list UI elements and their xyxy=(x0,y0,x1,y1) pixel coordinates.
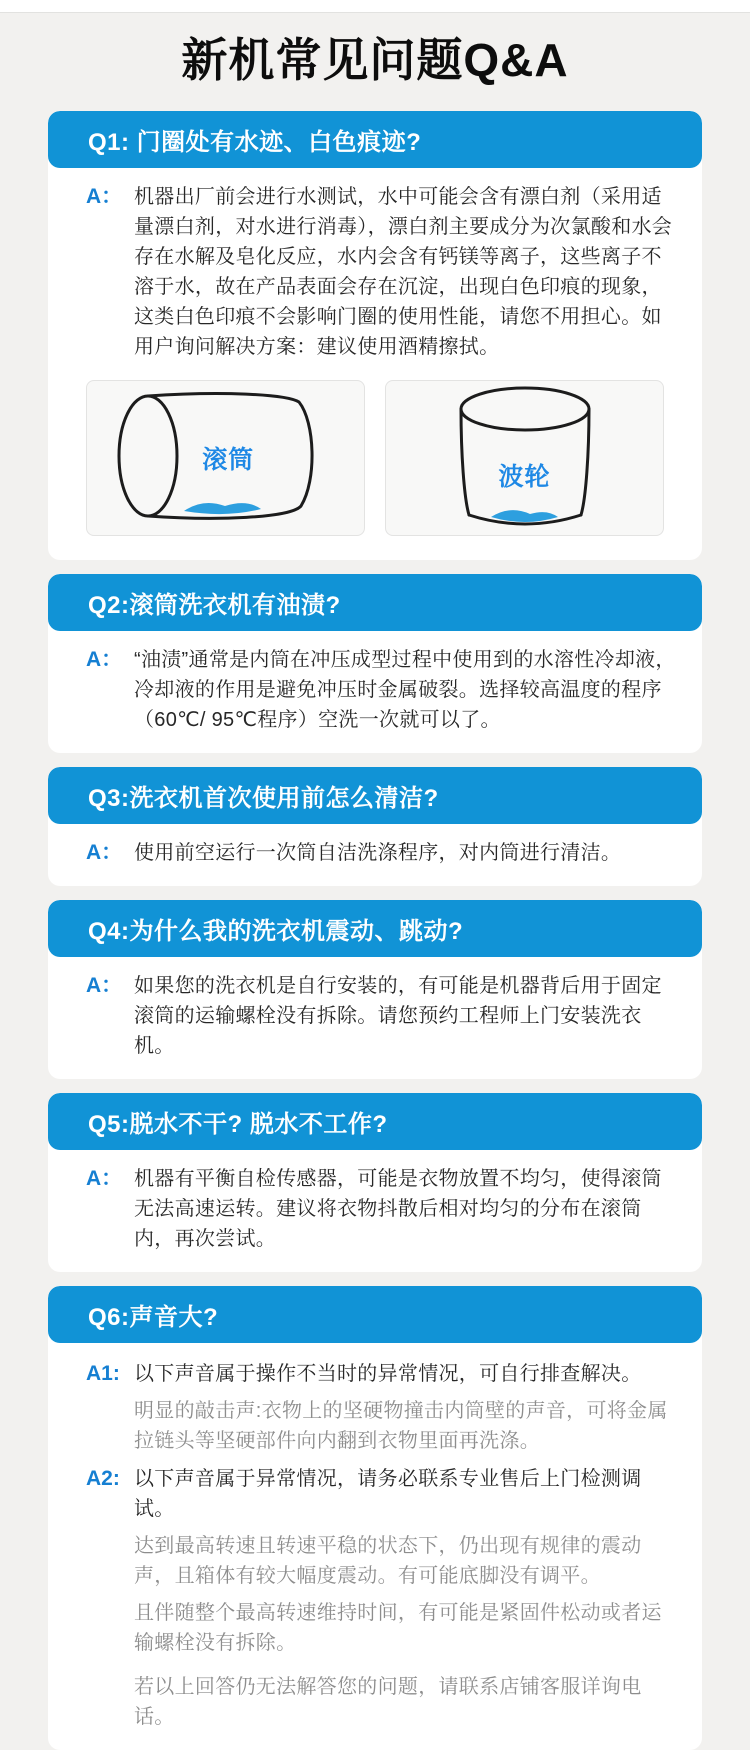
q2-answer-text: “油渍”通常是内筒在冲压成型过程中使用到的水溶性冷却液，冷却液的作用是避免冲压时金属破裂。选择较高温度的程序（60℃/ 95℃程序）空洗一次就可以了。 xyxy=(134,649,676,731)
q5-answer-label: A： xyxy=(86,1167,123,1190)
q6-answer2-note2: 且伴随整个最高转速维持时间，有可能是紧固件松动或者运输螺栓没有拆除。 xyxy=(134,1602,662,1654)
faq-section-q5 xyxy=(48,1093,702,1272)
page-top-strip xyxy=(0,0,750,13)
q1-answer-text: 机器出厂前会进行水测试，水中可能会含有漂白剂（采用适量漂白剂，对水进行消毒），漂白剂主要成分为次氯酸和水会存在水解及皂化反应，水内会含有钙镁等离子，这些离子不溶于水，故在产品表面会存在沉淀，出现白色印痕的现象，这类白色印痕不会影响门圈的使用性能，请您不用担心。如用户询问解决方案：建议使用酒精擦拭。 xyxy=(134,186,673,358)
q2-answer-row xyxy=(48,631,702,753)
q1-answer-row xyxy=(48,168,702,380)
q4-header-bar xyxy=(48,900,702,957)
q1-header-bar xyxy=(48,111,702,168)
q4-answer-text: 如果您的洗衣机是自行安装的，有可能是机器背后用于固定滚筒的运输螺栓没有拆除。请您预约工程师上门安装洗衣机。 xyxy=(134,975,662,1057)
q3-question-text: Q3:洗衣机首次使用前怎么清洁? xyxy=(88,785,439,812)
q1-illustration-row xyxy=(48,380,702,560)
q6-answer1-row xyxy=(86,1359,680,1389)
q6-answer2-label: A2: xyxy=(86,1467,120,1490)
q3-answer-text: 使用前空运行一次筒自洁洗涤程序，对内筒进行清洁。 xyxy=(134,842,622,864)
q5-answer-row xyxy=(48,1150,702,1272)
faq-section-q2 xyxy=(48,574,702,753)
page-title: 新机常见问题Q&A xyxy=(181,34,569,86)
q4-answer-label: A： xyxy=(86,974,123,997)
faq-section-q6 xyxy=(48,1286,702,1750)
q3-header-bar xyxy=(48,767,702,824)
q5-question-text: Q5:脱水不干? 脱水不工作? xyxy=(88,1111,388,1138)
faq-section-q3 xyxy=(48,767,702,886)
q5-header-bar xyxy=(48,1093,702,1150)
q2-question-text: Q2:滚筒洗衣机有油渍? xyxy=(88,592,341,619)
drum-illustration-card xyxy=(86,380,365,536)
pulsator-illustration-card xyxy=(385,380,664,536)
q6-answer2-text: 以下声音属于异常情况，请务必联系专业售后上门检测调试。 xyxy=(134,1468,642,1520)
q6-answer1-text: 以下声音属于操作不当时的异常情况，可自行排查解决。 xyxy=(134,1363,642,1385)
q1-answer-label: A： xyxy=(86,185,123,208)
q2-header-bar xyxy=(48,574,702,631)
q5-answer-text: 机器有平衡自检传感器，可能是衣物放置不均匀，使得滚筒无法高速运转。建议将衣物抖散后相对均匀的分布在滚筒内，再次尝试。 xyxy=(134,1168,662,1250)
q6-header-bar xyxy=(48,1286,702,1343)
q6-answer2-note1: 达到最高转速且转速平稳的状态下，仍出现有规律的震动声，且箱体有较大幅度震动。有可能底脚没有调平。 xyxy=(134,1535,642,1587)
q6-answer1-note: 明显的敲击声:衣物上的坚硬物撞击内筒壁的声音，可将金属拉链头等坚硬部件向内翻到衣物里面再洗涤。 xyxy=(134,1400,668,1452)
q6-answer2-row xyxy=(86,1464,680,1524)
drum-label: 滚筒 xyxy=(202,446,255,474)
q6-footer-note: 若以上回答仍无法解答您的问题，请联系店铺客服详询电话。 xyxy=(134,1676,642,1728)
q4-answer-row xyxy=(48,957,702,1079)
faq-section-q4 xyxy=(48,900,702,1079)
q6-question-text: Q6:声音大? xyxy=(88,1304,219,1331)
q2-answer-label: A： xyxy=(86,648,123,671)
q3-answer-label: A： xyxy=(86,841,123,864)
pulsator-label: 波轮 xyxy=(498,462,551,491)
q1-question-text: Q1: 门圈处有水迹、白色痕迹? xyxy=(88,129,422,156)
q6-body xyxy=(48,1343,702,1750)
faq-section-q1 xyxy=(48,111,702,560)
q3-answer-row xyxy=(48,824,702,886)
q6-answer1-label: A1: xyxy=(86,1362,120,1385)
q4-question-text: Q4:为什么我的洗衣机震动、跳动? xyxy=(88,918,464,945)
